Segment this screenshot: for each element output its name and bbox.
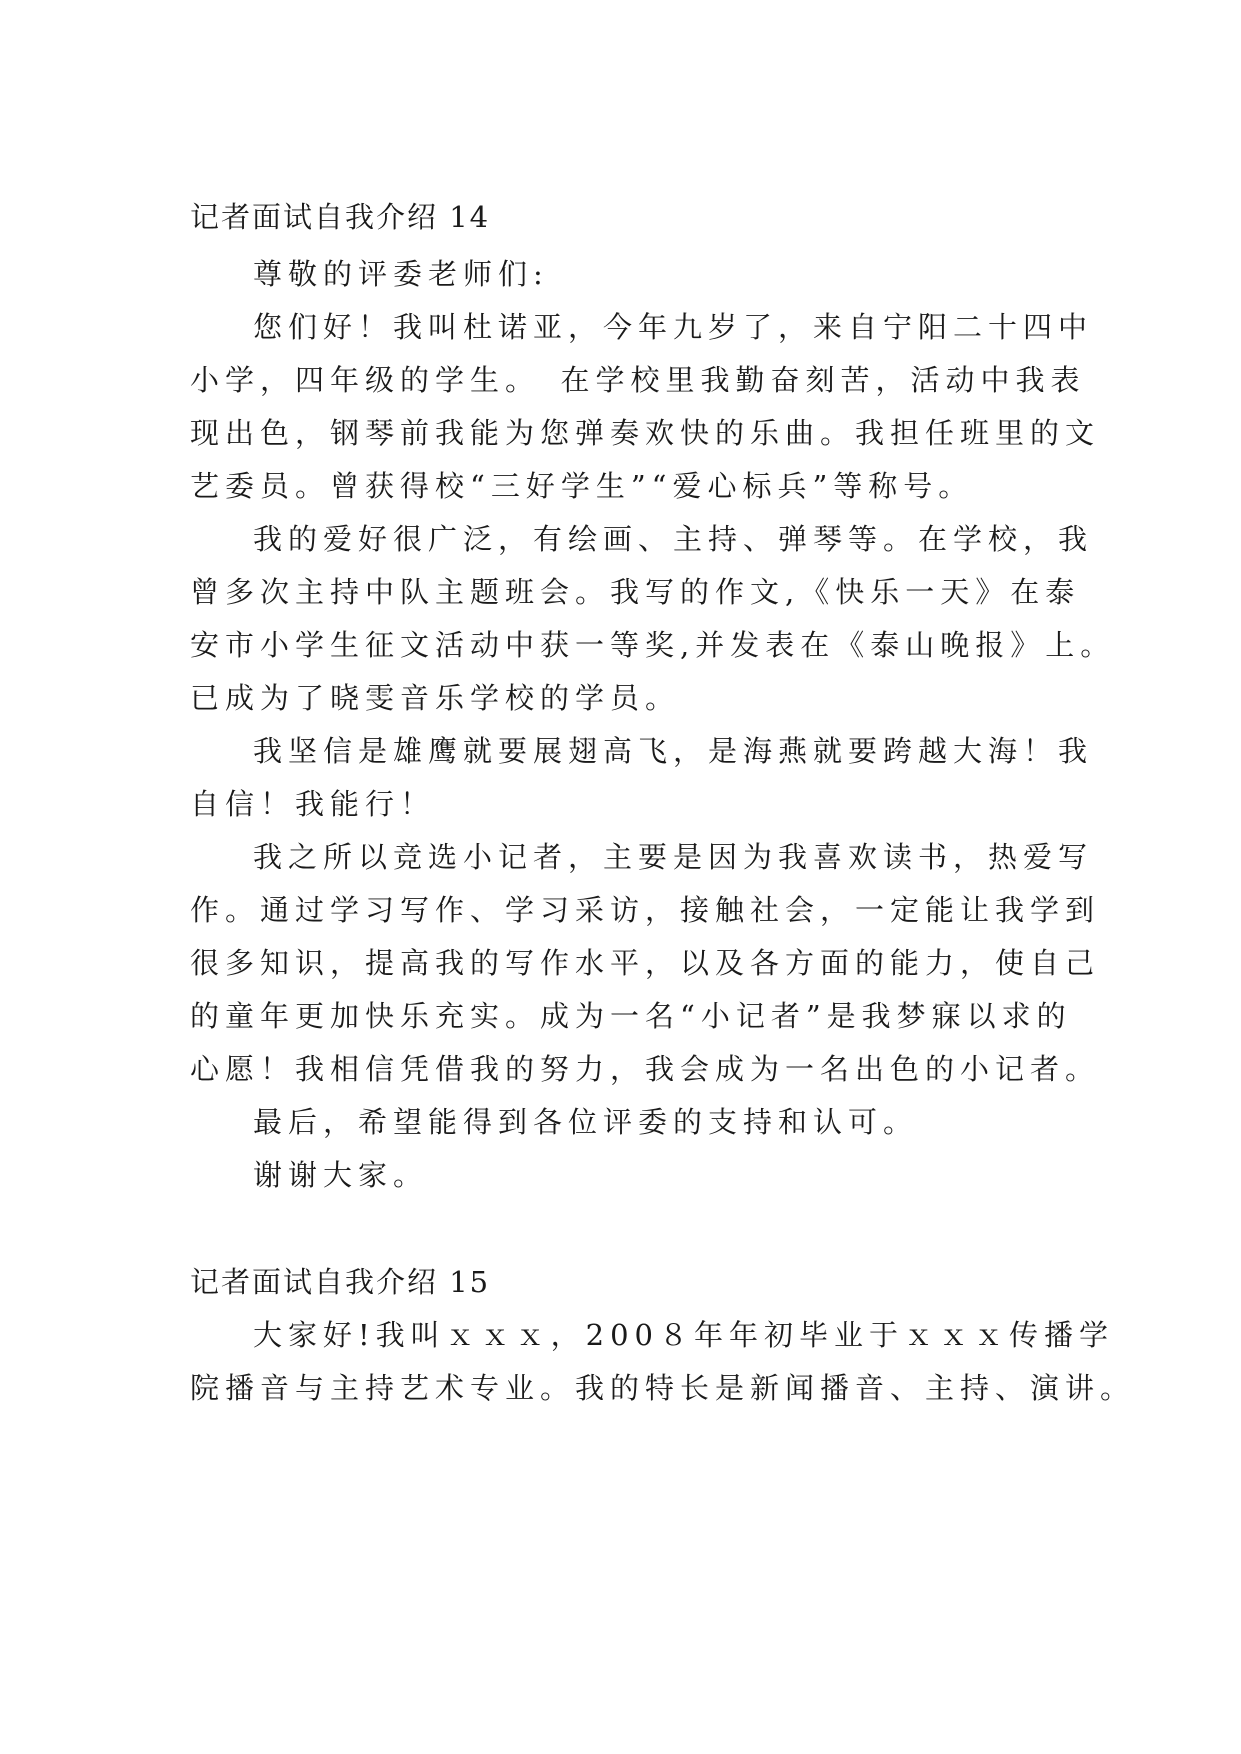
paragraph-line: 的童年更加快乐充实。成为一名“小记者”是我梦寐以求的 xyxy=(190,999,1072,1033)
paragraph-line: 自信！我能行！ xyxy=(190,787,436,821)
section-heading: 记者面试自我介绍 14 xyxy=(190,200,491,234)
paragraph-line: 很多知识，提高我的写作水平，以及各方面的能力，使自己 xyxy=(190,946,1101,980)
paragraph-line: 小学，四年级的学生。 在学校里我勤奋刻苦，活动中我表 xyxy=(190,363,1086,397)
paragraph-line: 院播音与主持艺术专业。我的特长是新闻播音、主持、演讲。 xyxy=(190,1371,1136,1405)
paragraph-line: 我之所以竞选小记者，主要是因为我喜欢读书，热爱写 xyxy=(253,840,1094,874)
paragraph-line: 您们好！我叫杜诺亚，今年九岁了，来自宁阳二十四中 xyxy=(253,310,1094,344)
salutation: 尊敬的评委老师们: xyxy=(253,257,549,291)
paragraph-line: 作。通过学习写作、学习采访，接触社会，一定能让我学到 xyxy=(190,893,1101,927)
closing-line: 谢谢大家。 xyxy=(253,1158,429,1192)
paragraph-line: 我的爱好很广泛，有绘画、主持、弹琴等。在学校，我 xyxy=(253,522,1094,556)
paragraph-line: 已成为了晓雯音乐学校的学员。 xyxy=(190,681,681,715)
paragraph-line: 心愿！我相信凭借我的努力，我会成为一名出色的小记者。 xyxy=(190,1052,1101,1086)
paragraph-line: 安市小学生征文活动中获一等奖,并发表在《泰山晚报》上。 xyxy=(190,628,1116,662)
paragraph-line: 最后，希望能得到各位评委的支持和认可。 xyxy=(253,1105,919,1139)
section-heading: 记者面试自我介绍 15 xyxy=(190,1265,491,1299)
paragraph-line: 曾多次主持中队主题班会。我写的作文,《快乐一天》在泰 xyxy=(190,575,1081,609)
paragraph-line: 大家好!我叫ｘｘｘ，200８年年初毕业于ｘｘｘ传播学 xyxy=(253,1318,1115,1352)
paragraph-line: 现出色，钢琴前我能为您弹奏欢快的乐曲。我担任班里的文 xyxy=(190,416,1101,450)
paragraph-line: 我坚信是雄鹰就要展翅高飞，是海燕就要跨越大海！我 xyxy=(253,734,1094,768)
paragraph-line: 艺委员。曾获得校“三好学生”“爱心标兵”等称号。 xyxy=(190,469,974,503)
